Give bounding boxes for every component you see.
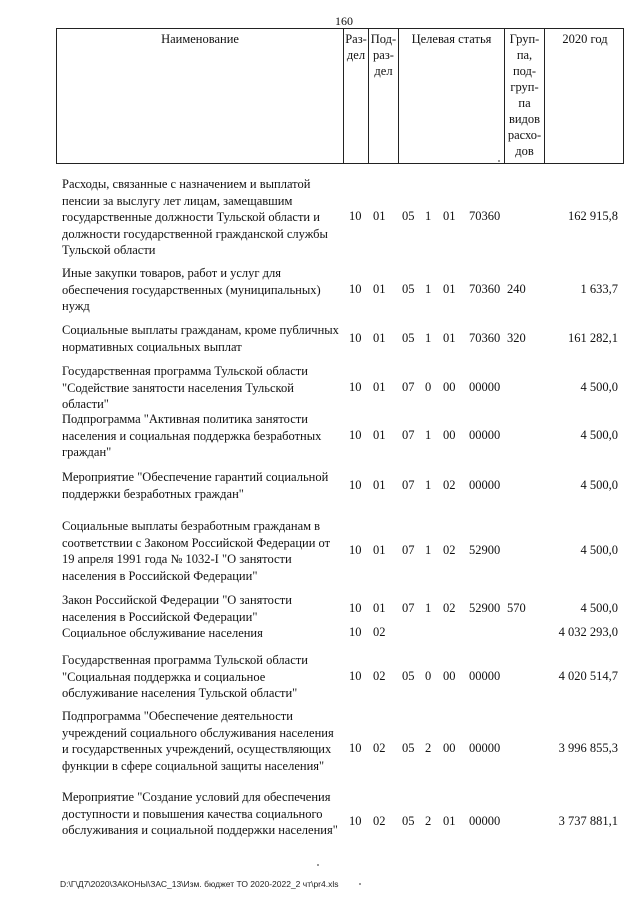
page-number: 160 bbox=[335, 14, 353, 28]
row-sum: 4 020 514,7 bbox=[558, 669, 618, 683]
row-podrazdel: 01 bbox=[373, 209, 386, 223]
row-sum: 1 633,7 bbox=[580, 282, 618, 296]
row-name: Закон Российской Федерации "О занятости населения в Российской Федерации" bbox=[62, 593, 292, 624]
header-vid-line: видов bbox=[508, 112, 541, 126]
row-target-direction: 70360 bbox=[469, 209, 501, 223]
row-vid: 320 bbox=[507, 331, 526, 345]
row-target-program: 05 bbox=[402, 282, 415, 296]
header-vid bbox=[504, 29, 544, 163]
row-razdel: 10 bbox=[349, 814, 362, 828]
row-sum: 162 915,8 bbox=[568, 209, 618, 223]
row-razdel: 10 bbox=[349, 380, 362, 394]
row-name: Подпрограмма "Обеспечение деятельности учреждений социального обслуживания населения и государственных учреждений, осуществляющих функции в сфере социальной защиты населения" bbox=[62, 709, 334, 773]
row-target-direction: 52900 bbox=[469, 601, 501, 615]
row-sum: 4 032 293,0 bbox=[558, 625, 618, 639]
row-target-event: 02 bbox=[443, 543, 456, 557]
header-podrazdel-line: дел bbox=[374, 64, 393, 78]
file-path-footer: D:\Г\Д7\2020\ЗАКОНЫ\ЗАС_13\Изм. бюджет ТО 2020-2022_2 чт\pr4.xls bbox=[60, 879, 339, 889]
row-target-direction: 00000 bbox=[469, 814, 501, 828]
row-vid: 240 bbox=[507, 282, 526, 296]
row-razdel: 10 bbox=[349, 543, 362, 557]
row-podrazdel: 01 bbox=[373, 428, 386, 442]
row-target-event: 01 bbox=[443, 331, 456, 345]
header-vid-line: Груп- bbox=[509, 32, 540, 46]
row-sum: 4 500,0 bbox=[580, 428, 618, 442]
row-name: Иные закупки товаров, работ и услуг для обеспечения государственных (муниципальных) нужд bbox=[62, 266, 321, 313]
row-sum: 161 282,1 bbox=[568, 331, 618, 345]
row-target-program: 05 bbox=[402, 331, 415, 345]
row-target-event: 00 bbox=[443, 669, 456, 683]
row-name: Государственная программа Тульской области "Социальная поддержка и социальное обслуживание населения Тульской области" bbox=[62, 653, 308, 700]
row-razdel: 10 bbox=[349, 428, 362, 442]
header-razdel bbox=[343, 29, 368, 163]
row-target-direction: 70360 bbox=[469, 282, 501, 296]
row-target-program: 05 bbox=[402, 814, 415, 828]
row-sum: 4 500,0 bbox=[580, 543, 618, 557]
row-razdel: 10 bbox=[349, 625, 362, 639]
row-target-subprogram: 1 bbox=[425, 282, 432, 296]
row-podrazdel: 01 bbox=[373, 331, 386, 345]
header-vid-line: па bbox=[518, 96, 531, 110]
header-name: Наименование bbox=[161, 32, 239, 46]
row-razdel: 10 bbox=[349, 741, 362, 755]
row-target-direction: 52900 bbox=[469, 543, 501, 557]
row-sum: 3 737 881,1 bbox=[558, 814, 618, 828]
row-name: Социальные выплаты гражданам, кроме публичных нормативных социальных выплат bbox=[62, 323, 339, 354]
row-target-event: 02 bbox=[443, 478, 456, 492]
row-name: Социальные выплаты безработным гражданам в соответствии с Законом Российской Федерации от 19 апреля 1991 года № 1032-I "О занятости населения в Российской Федерации" bbox=[62, 519, 331, 583]
scan-speck bbox=[498, 160, 500, 162]
row-target-program: 05 bbox=[402, 669, 415, 683]
row-target-direction: 00000 bbox=[469, 380, 501, 394]
row-target-subprogram: 1 bbox=[425, 478, 432, 492]
row-target-subprogram: 0 bbox=[425, 380, 432, 394]
row-name: Мероприятие "Создание условий для обеспечения доступности и повышения качества социального обслуживания и социальной поддержки населения" bbox=[62, 790, 338, 837]
row-razdel: 10 bbox=[349, 282, 362, 296]
row-target-direction: 00000 bbox=[469, 741, 501, 755]
row-target-event: 00 bbox=[443, 428, 456, 442]
row-target-subprogram: 1 bbox=[425, 209, 432, 223]
row-target-program: 05 bbox=[402, 741, 415, 755]
row-target-event: 01 bbox=[443, 814, 456, 828]
row-target-direction: 00000 bbox=[469, 478, 501, 492]
row-sum: 4 500,0 bbox=[580, 380, 618, 394]
row-target-program: 07 bbox=[402, 478, 415, 492]
row-target-direction: 00000 bbox=[469, 669, 501, 683]
header-podrazdel-line: раз- bbox=[373, 48, 394, 62]
row-podrazdel: 02 bbox=[373, 814, 386, 828]
header-podrazdel-line: Под- bbox=[370, 32, 397, 46]
row-target-event: 00 bbox=[443, 741, 456, 755]
row-podrazdel: 01 bbox=[373, 601, 386, 615]
row-target-subprogram: 1 bbox=[425, 543, 432, 557]
row-razdel: 10 bbox=[349, 478, 362, 492]
row-target-subprogram: 0 bbox=[425, 669, 432, 683]
row-target-program: 05 bbox=[402, 209, 415, 223]
header-razdel-line: дел bbox=[346, 48, 366, 62]
row-name: Мероприятие "Обеспечение гарантий социальной поддержки безработных граждан" bbox=[62, 470, 329, 501]
row-podrazdel: 01 bbox=[373, 380, 386, 394]
row-razdel: 10 bbox=[349, 669, 362, 683]
row-target-direction: 70360 bbox=[469, 331, 501, 345]
header-vid-line: дов bbox=[515, 144, 534, 158]
row-target-event: 02 bbox=[443, 601, 456, 615]
row-sum: 4 500,0 bbox=[580, 478, 618, 492]
row-sum: 4 500,0 bbox=[580, 601, 618, 615]
header-podrazdel bbox=[368, 29, 398, 163]
scan-speck bbox=[317, 864, 319, 866]
row-target-subprogram: 1 bbox=[425, 601, 432, 615]
row-podrazdel: 02 bbox=[373, 625, 386, 639]
row-target-subprogram: 2 bbox=[425, 814, 432, 828]
row-target-program: 07 bbox=[402, 380, 415, 394]
row-podrazdel: 01 bbox=[373, 478, 386, 492]
header-target: Целевая статья bbox=[398, 29, 504, 163]
row-name: Государственная программа Тульской области "Содействие занятости населения Тульской области" bbox=[62, 364, 308, 411]
row-target-program: 07 bbox=[402, 428, 415, 442]
row-razdel: 10 bbox=[349, 601, 362, 615]
row-razdel: 10 bbox=[349, 209, 362, 223]
header-vid-line: под- bbox=[512, 64, 537, 78]
row-podrazdel: 02 bbox=[373, 669, 386, 683]
row-target-subprogram: 1 bbox=[425, 428, 432, 442]
row-name: Подпрограмма "Активная политика занятости населения и социальная поддержка безработных граждан" bbox=[62, 412, 322, 459]
row-razdel: 10 bbox=[349, 331, 362, 345]
header-vid-line: расхо- bbox=[507, 128, 542, 142]
header-vid-line: па, bbox=[516, 48, 533, 62]
row-name: Расходы, связанные с назначением и выплатой пенсии за выслугу лет лицам, замещавшим государственные должности Тульской области и должности государственной гражданской службы Тульской области bbox=[62, 177, 328, 257]
row-target-event: 00 bbox=[443, 380, 456, 394]
row-target-subprogram: 2 bbox=[425, 741, 432, 755]
header-year: 2020 год bbox=[544, 29, 625, 163]
row-name: Социальное обслуживание населения bbox=[62, 626, 263, 640]
row-target-event: 01 bbox=[443, 209, 456, 223]
row-target-direction: 00000 bbox=[469, 428, 501, 442]
row-podrazdel: 01 bbox=[373, 282, 386, 296]
row-target-program: 07 bbox=[402, 601, 415, 615]
row-target-event: 01 bbox=[443, 282, 456, 296]
row-vid: 570 bbox=[507, 601, 526, 615]
header-vid-line: груп- bbox=[510, 80, 539, 94]
row-target-program: 07 bbox=[402, 543, 415, 557]
header-razdel-line: Раз- bbox=[345, 32, 367, 46]
row-podrazdel: 02 bbox=[373, 741, 386, 755]
row-target-subprogram: 1 bbox=[425, 331, 432, 345]
row-sum: 3 996 855,3 bbox=[558, 741, 618, 755]
scan-speck bbox=[359, 883, 361, 885]
table-header bbox=[56, 28, 624, 164]
row-podrazdel: 01 bbox=[373, 543, 386, 557]
